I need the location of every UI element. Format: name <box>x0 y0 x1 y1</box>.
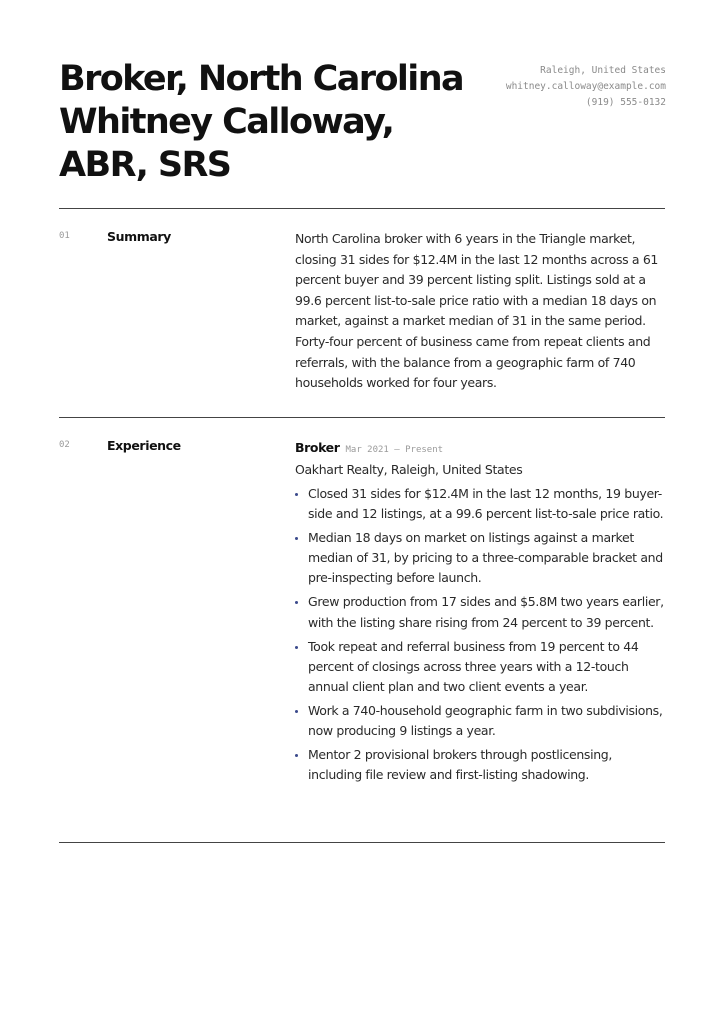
section-title: Experience <box>107 438 181 453</box>
bullet-text: Work a 740-household geographic farm in two subdivisions, now producing 9 listings a year. <box>308 703 663 739</box>
contact-email[interactable]: whitney.calloway@example.com <box>505 81 666 92</box>
list-item <box>295 484 666 524</box>
section-divider <box>59 417 665 418</box>
section-divider <box>59 842 665 843</box>
candidate-name: Broker, North Carolina Whitney Calloway, ABR, SRS <box>59 59 464 185</box>
job-title: Broker <box>295 440 340 455</box>
bullet-text: Median 18 days on market on listings against a market median of 31, by pricing to a three-comparable bracket and pre-inspecting before launch. <box>308 530 663 586</box>
bullet-dot-icon <box>295 601 298 604</box>
summary-text: North Carolina broker with 6 years in the Triangle market, closing 31 sides for $12.4M in the last 12 months across a 61 percent buyer and 39 percent listing split. Listings sold at a 99.6 percent list-to-sale price ratio with a median 18 days on market, against a market median of 31 in the same period. Forty-four percent of business came from repeat clients and referrals, with the balance from a geographic farm of 740 households worked for four years. <box>295 231 659 391</box>
section-number: 01 <box>59 231 70 241</box>
list-item <box>295 701 666 741</box>
bullet-text: Grew production from 17 sides and $5.8M two years earlier, with the listing share rising from 24 percent to 39 percent. <box>308 594 664 630</box>
bullet-text: Took repeat and referral business from 19 percent to 44 percent of closings across three years with a 12-touch annual client plan and two client events a year. <box>308 638 639 695</box>
list-item <box>295 528 666 589</box>
job-header <box>295 438 666 460</box>
bullet-dot-icon <box>295 754 298 757</box>
section-number: 02 <box>59 440 70 450</box>
section-body <box>295 438 666 786</box>
job-organization: Oakhart Realty, Raleigh, United States <box>295 462 523 477</box>
section-body <box>295 229 666 394</box>
contact-location: Raleigh, United States <box>540 65 666 76</box>
section-divider <box>59 208 665 209</box>
bullet-dot-icon <box>295 493 298 496</box>
contact-block <box>506 63 666 111</box>
job-dates: Mar 2021 — Present <box>345 445 444 455</box>
contact-phone[interactable]: (919) 555-0132 <box>585 97 666 108</box>
list-item <box>295 745 666 785</box>
list-item <box>295 592 666 632</box>
bullet-dot-icon <box>295 710 298 713</box>
list-item <box>295 637 666 698</box>
job-bullets <box>295 484 666 786</box>
section-title: Summary <box>107 229 171 244</box>
bullet-dot-icon <box>295 537 298 540</box>
bullet-text: Mentor 2 provisional brokers through postlicensing, including file review and first-listing shadowing. <box>308 747 613 783</box>
bullet-text: Closed 31 sides for $12.4M in the last 12 months, 19 buyer-side and 12 listings, at a 99.6 percent list-to-sale price ratio. <box>308 485 664 521</box>
bullet-dot-icon <box>295 646 298 649</box>
